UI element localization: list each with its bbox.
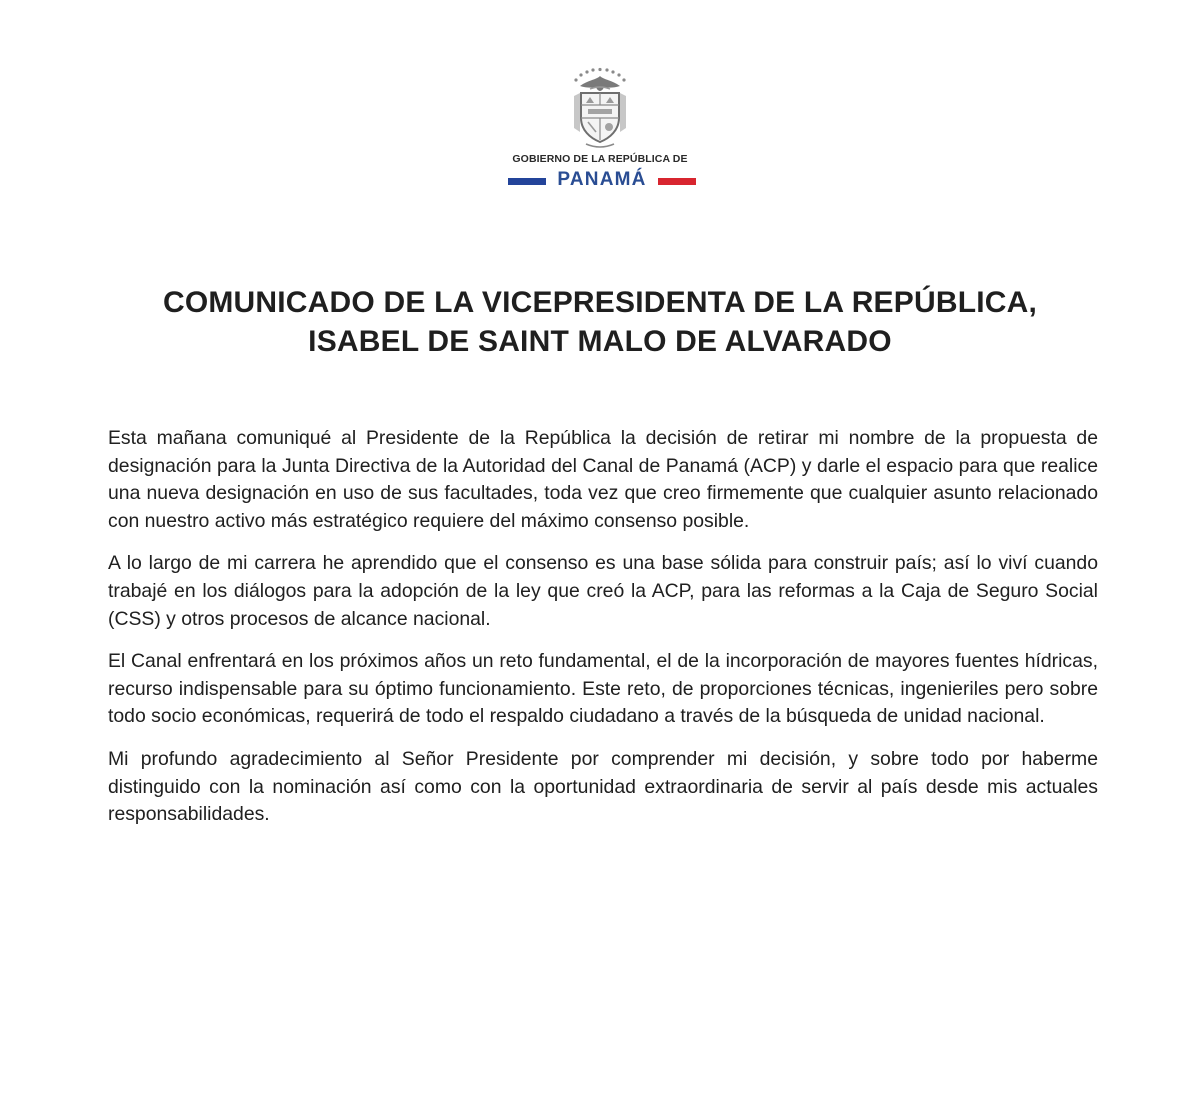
coat-of-arms-icon (566, 66, 634, 150)
paragraph: El Canal enfrentará en los próximos años un reto fundamental, el de la incorporación de mayores fuentes hídricas, recurso indispensable para su óptimo funcionamiento. Este reto, de proporciones técnicas, ingenieriles pero sobre todo socio económicas, requerirá de todo el respaldo ciudadano a través de la búsqueda de unidad nacional. (108, 650, 1098, 728)
country-name: PANAMÁ (557, 169, 647, 190)
blue-flag-stripe (508, 178, 546, 185)
paragraph: A lo largo de mi carrera he aprendido que el consenso es una base sólida para construir país; así lo viví cuando trabajé en los diálogos para la adopción de la ley que creó la ACP, para las reformas a la Caja de Seguro Social (CSS) y otros procesos de alcance nacional. (108, 552, 1098, 630)
government-logo (500, 66, 700, 196)
logo-country-row (500, 169, 700, 191)
title-line-2: ISABEL DE SAINT MALO DE ALVARADO (308, 325, 892, 358)
title-line-1: COMUNICADO DE LA VICEPRESIDENTA DE LA REPÚBLICA, (162, 286, 1038, 319)
document-title (60, 283, 1140, 361)
government-label: GOBIERNO DE LA REPÚBLICA DE (512, 153, 688, 165)
paragraph: Esta mañana comuniqué al Presidente de la República la decisión de retirar mi nombre de la propuesta de designación para la Junta Directiva de la Autoridad del Canal de Panamá (ACP) y darle el espacio para que realice una nueva designación en uso de sus facultades, toda vez que creo firmemente que cualquier asunto relacionado con nuestro activo más estratégico requiere del máximo consenso posible. (108, 427, 1098, 532)
paragraph: Mi profundo agradecimiento al Señor Presidente por comprender mi decisión, y sobre todo por haberme distinguido con la nominación así como con la oportunidad extraordinaria de servir al país desde mis actuales responsabilidades. (108, 747, 1098, 826)
document-body (108, 425, 1098, 844)
red-flag-stripe (658, 178, 696, 185)
